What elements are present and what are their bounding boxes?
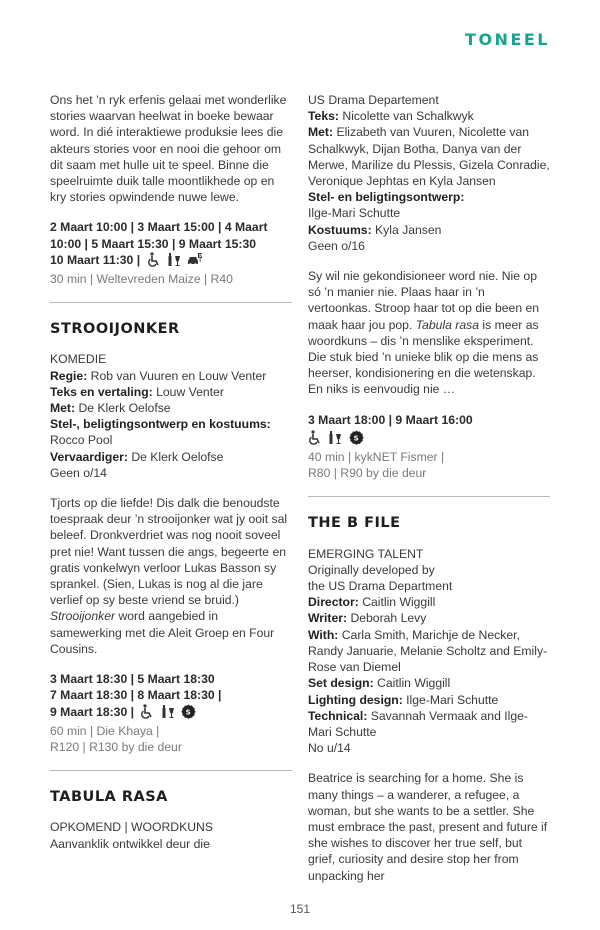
b-file-desc-text: Beatrice is searching for a home. She is many things – a wanderer, a refugee, a woman, but she wants to be a settler. She must embrace the past, present and future if she wishes to discover her true self, but grief, curiosity and desire stop her from unpacking her [308,771,548,883]
desc-a: Sy wil nie gekondisioneer word nie. Nie op só ’n manier nie. Plaas haar in ’n vertoonkas. Stroop haar tot op die been en maak haar jou pop. [308,269,540,332]
strooijonker-schedule-3-text: 9 Maart 18:30 | [50,704,135,719]
credit-value: Ilge-Mari Schutte [406,692,499,707]
credit-value: De Klerk Oelofse [78,401,171,416]
intro-details: 30 min | Weltevreden Maize | R40 [50,272,233,287]
credit-writer [308,610,550,626]
credit-label: Director: [308,595,359,610]
wine-icon [161,704,175,723]
credit-label: Kostuums: [308,222,372,237]
tabula-rasa-schedule-block [308,412,550,482]
tabula-rasa-age: Geen o/16 [308,238,365,253]
credit-director [308,594,550,610]
b-file-credits [308,546,550,757]
tabula-rasa-desc-text [308,268,550,398]
desc-italic: Tabula rasa [415,317,479,332]
tabula-rasa-title: TABULA RASA [50,789,168,806]
intro-text: Ons het ’n ryk erfenis gelaai met wonderlike stories waarvan heelwat in boeke bewaar word. In dié interaktiewe produksie lees die akteurs stories voor en nooi die gehoor om dit saam met hulle uit te speel. Binne die speelruimte duik talle moontlikhede op en kry stories opwindende nuwe lewe. [50,93,287,205]
intro-schedule-block [50,219,292,287]
credit-value: Caitlin Wiggill [377,676,451,691]
intro-schedule-2: 10:00 | 5 Maart 15:30 | 9 Maart 15:30 [50,236,256,251]
credit-value: Nicolette van Schalkwyk [342,109,474,124]
credit-label: Met: [308,125,334,140]
strooijonker-desc-text [50,495,292,657]
credit-value: Ilge-Mari Schutte [308,206,401,221]
strooijonker-schedule-block [50,671,292,755]
credit-label: Writer: [308,611,348,626]
wine-icon [328,430,342,449]
b-file-line2: the US Drama Department [308,579,453,594]
tabula-rasa-genre: OPKOMEND | WOORDKUNS [50,820,213,835]
credit-teks [308,108,550,124]
intro-schedule-1: 2 Maart 10:00 | 3 Maart 15:00 | 4 Maart [50,220,268,235]
credit-value: De Klerk Oelofse [131,449,224,464]
tabula-rasa-details-1: 40 min | kykNET Fismer | [308,450,445,465]
credit-kostuums [308,222,550,238]
b-file-description [308,770,550,883]
page-number: 151 [289,902,311,916]
credit-label: Technical: [308,708,368,723]
strooijonker-title: STROOIJONKER [50,321,180,338]
wheelchair-icon [140,704,154,723]
credit-value: Rocco Pool [50,433,113,448]
tabula-rasa-line1: Aanvanklik ontwikkel deur die [50,836,210,851]
credit-value: Caitlin Wiggill [362,595,436,610]
svg-text:P: P [199,254,203,260]
credit-label: Met: [50,401,76,416]
credit-label: With: [308,627,339,642]
tabula-rasa-details-2: R80 | R90 by die deur [308,466,427,481]
divider [50,770,292,771]
strooijonker-credits [50,351,292,481]
credit-stel [308,189,550,221]
credit-label: Vervaardiger: [50,449,128,464]
desc-b: is meer as woordkuns – dis ’n menslike eksperiment. Die stuk bied ’n unieke blik op die mens as heerser, kondisionering en die wetenskap. En niks is eenvoudig nie … [308,317,539,397]
credit-value: Carla Smith, Marichje de Necker, Randy Januarie, Melanie Scholtz and Emily-Rose van Diemel [308,627,548,675]
credit-value: Elizabeth van Vuuren, Nicolette van Schalkwyk, Dijan Botha, Danya van der Merwe, Marilize du Plessis, Gizela Conradie, Veronique Jephtas en Kyla Jansen [308,125,550,189]
credit-value: Kyla Jansen [375,222,442,237]
wheelchair-icon [147,252,161,271]
credit-label: Stel-, beligtingsontwerp en kostuums: [50,417,271,432]
divider [308,496,550,497]
b-file-line1: Originally developed by [308,562,435,577]
strooijonker-description [50,495,292,657]
sponsor-badge-icon [349,430,364,449]
tabula-rasa-icons [308,430,550,449]
credit-label: Set design: [308,676,374,691]
divider [50,302,292,303]
tabula-rasa-credits [308,92,550,254]
strooijonker-genre: KOMEDIE [50,352,107,367]
credit-vervaardiger [50,449,292,465]
credit-label: Teks en vertaling: [50,384,153,399]
credit-label: Regie: [50,368,88,383]
wheelchair-icon [308,430,322,449]
parking-icon [187,252,203,271]
credit-lighting [308,692,550,708]
tabula-rasa-schedule: 3 Maart 18:00 | 9 Maart 16:00 [308,412,473,427]
strooijonker-schedule-2: 7 Maart 18:30 | 8 Maart 18:30 | [50,688,222,703]
strooijonker-schedule-3 [50,704,292,723]
desc-tail: word aangebied in samewerking met die Aleit Groep en Four Cousins. [50,609,275,656]
intro-block [50,92,292,205]
credit-teks [50,384,292,400]
svg-text:S: S [185,707,191,716]
credit-set [308,675,550,691]
left-column [50,92,292,852]
desc-main: Tjorts op die liefde! Dis dalk die benoudste toespraak deur ’n strooijonker wat jy ooit sal beleef. Dronkverdriet was nog nooit soveel pret nie! Want tussen die angs, begeerte en gratis vonkelwyn verloor Lukas Basson sy sprankel. (Sien, Lukas is nog al die jare verlief op sy beste vriend se bruid.) [50,496,288,608]
right-column [308,92,550,898]
tabula-rasa-description [308,268,550,398]
credit-technical [308,708,550,740]
b-file-title: THE B FILE [308,515,401,532]
sponsor-badge-icon [181,704,196,723]
credit-value: Deborah Levy [350,611,427,626]
credit-met [50,400,292,416]
credit-value: Louw Venter [156,384,224,399]
tabula-rasa-line2: US Drama Departement [308,93,439,107]
credit-stel [50,416,292,448]
credit-label: Teks: [308,109,339,124]
strooijonker-details-1: 60 min | Die Khaya | [50,723,160,738]
credit-label: Stel- en beligtingsontwerp: [308,190,465,205]
credit-value: Rob van Vuuren en Louw Venter [90,368,267,383]
credit-label: Lighting design: [308,692,403,707]
b-file-genre: EMERGING TALENT [308,546,424,561]
credit-with [308,627,550,676]
b-file-age: No u/14 [308,741,351,756]
svg-text:S: S [353,434,359,443]
credit-regie [50,368,292,384]
strooijonker-age: Geen o/14 [50,465,107,480]
tabula-rasa-intro [50,819,292,851]
strooijonker-details-2: R120 | R130 by die deur [50,739,182,754]
section-header: TONEEL [465,30,550,49]
intro-schedule-3-text: 10 Maart 11:30 | [50,252,141,267]
desc-italic: Strooijonker [50,609,116,624]
strooijonker-schedule-1: 3 Maart 18:30 | 5 Maart 18:30 [50,672,215,687]
wine-icon [167,252,181,271]
credit-met [308,124,550,189]
intro-schedule-3 [50,252,292,271]
credit-value: Savannah Vermaak and Ilge-Mari Schutte [308,708,528,739]
